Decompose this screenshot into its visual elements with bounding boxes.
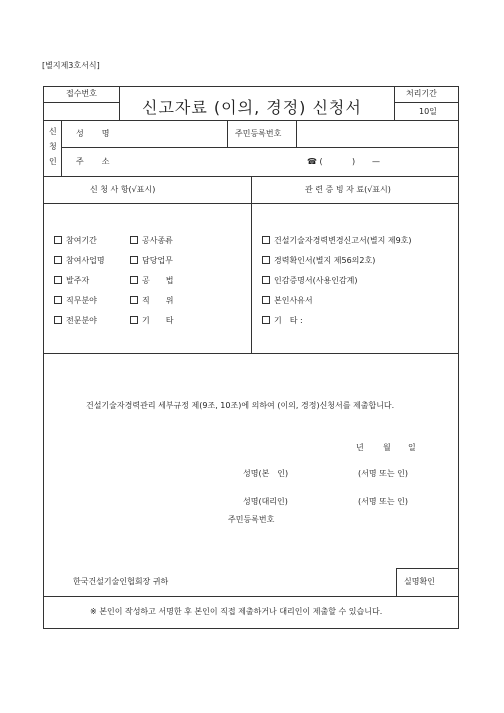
real-name-check-label: 실명확인 — [404, 577, 435, 586]
agent-name-label: 성명(대리인) — [243, 497, 288, 506]
phone-dash: — — [372, 157, 380, 166]
checkbox-icon — [54, 256, 62, 264]
date-month-label: 월 — [383, 443, 391, 452]
phone-prefix: ☎ ( — [307, 157, 323, 166]
checkbox-icon — [54, 236, 62, 244]
agent-rrn-label: 주민등록번호 — [228, 515, 275, 524]
processing-period-value: 10일 — [419, 107, 437, 116]
date-day-label: 일 — [408, 443, 416, 452]
footnote: ※ 본인이 작성하고 서명한 후 본인이 직접 제출하거나 대리인이 제출할 수 있습니다. — [90, 607, 383, 616]
checkbox-icon — [54, 316, 62, 324]
checkbox-method[interactable]: 공 법 — [130, 276, 173, 285]
applicant-side-label-2: 청 — [49, 142, 57, 151]
applicant-name-label: 성명(본 인) — [243, 469, 289, 478]
checkbox-position[interactable]: 직 위 — [130, 296, 173, 305]
checkbox-icon — [130, 256, 138, 264]
form-number: [별지제3호서식] — [42, 61, 100, 70]
checkbox-icon — [262, 316, 270, 324]
checkbox-icon — [130, 296, 138, 304]
checkbox-evidence-other[interactable]: 기 타 : — [262, 316, 303, 325]
checkbox-specialty[interactable]: 전문분야 — [54, 316, 97, 325]
request-items-header: 신 청 사 항(√표시) — [90, 185, 156, 194]
checkbox-icon — [262, 296, 270, 304]
receipt-number-label: 접수번호 — [66, 89, 97, 98]
checkbox-icon — [262, 236, 270, 244]
checkbox-change-report[interactable]: 건설기술자경력변경신고서(별지 제9호) — [262, 236, 412, 245]
checkbox-construction-type[interactable]: 공사종류 — [130, 236, 173, 245]
checkbox-icon — [130, 316, 138, 324]
checkbox-icon — [262, 256, 270, 264]
checkbox-seal-certificate[interactable]: 인감증명서(사용인감계) — [262, 276, 358, 285]
applicant-side-label-3: 인 — [49, 157, 57, 166]
applicant-side-label-1: 신 — [49, 127, 57, 136]
rrn-field[interactable] — [300, 123, 454, 144]
checkbox-icon — [130, 236, 138, 244]
applicant-sign-label: (서명 또는 인) — [358, 469, 408, 478]
agent-sign-label: (서명 또는 인) — [358, 497, 408, 506]
page-title: 신고자료 (이의, 경정) 신청서 — [142, 98, 362, 117]
checkbox-client[interactable]: 발주자 — [54, 276, 89, 285]
address-label: 주 소 — [76, 157, 115, 166]
checkbox-career-certificate[interactable]: 경력확인서(별지 제56의2호) — [262, 256, 375, 265]
checkbox-icon — [262, 276, 270, 284]
checkbox-personal-statement[interactable]: 본인사유서 — [262, 296, 313, 305]
evidence-header: 관 련 증 빙 자 료(√표시) — [305, 185, 391, 194]
checkbox-icon — [130, 276, 138, 284]
rrn-label: 주민등록번호 — [235, 129, 282, 138]
phone-mid: ) — [352, 157, 356, 166]
checkbox-duty[interactable]: 담당업무 — [130, 256, 173, 265]
checkbox-other[interactable]: 기 타 — [130, 316, 173, 325]
name-label: 성 명 — [76, 129, 115, 138]
submission-statement: 건설기술자경력관리 세부규정 제(9조, 10조)에 의하여 (이의, 경정)신청서를 제출합니다. — [86, 401, 395, 410]
addressee: 한국건설기술인협회장 귀하 — [73, 577, 169, 586]
checkbox-project-name[interactable]: 참여사업명 — [54, 256, 105, 265]
date-year-label: 년 — [356, 443, 364, 452]
name-field[interactable] — [125, 123, 223, 144]
checkbox-job-field[interactable]: 직무분야 — [54, 296, 97, 305]
processing-period-label: 처리기간 — [406, 89, 437, 98]
address-field[interactable] — [125, 151, 295, 172]
checkbox-period[interactable]: 참여기간 — [54, 236, 97, 245]
checkbox-icon — [54, 296, 62, 304]
checkbox-icon — [54, 276, 62, 284]
